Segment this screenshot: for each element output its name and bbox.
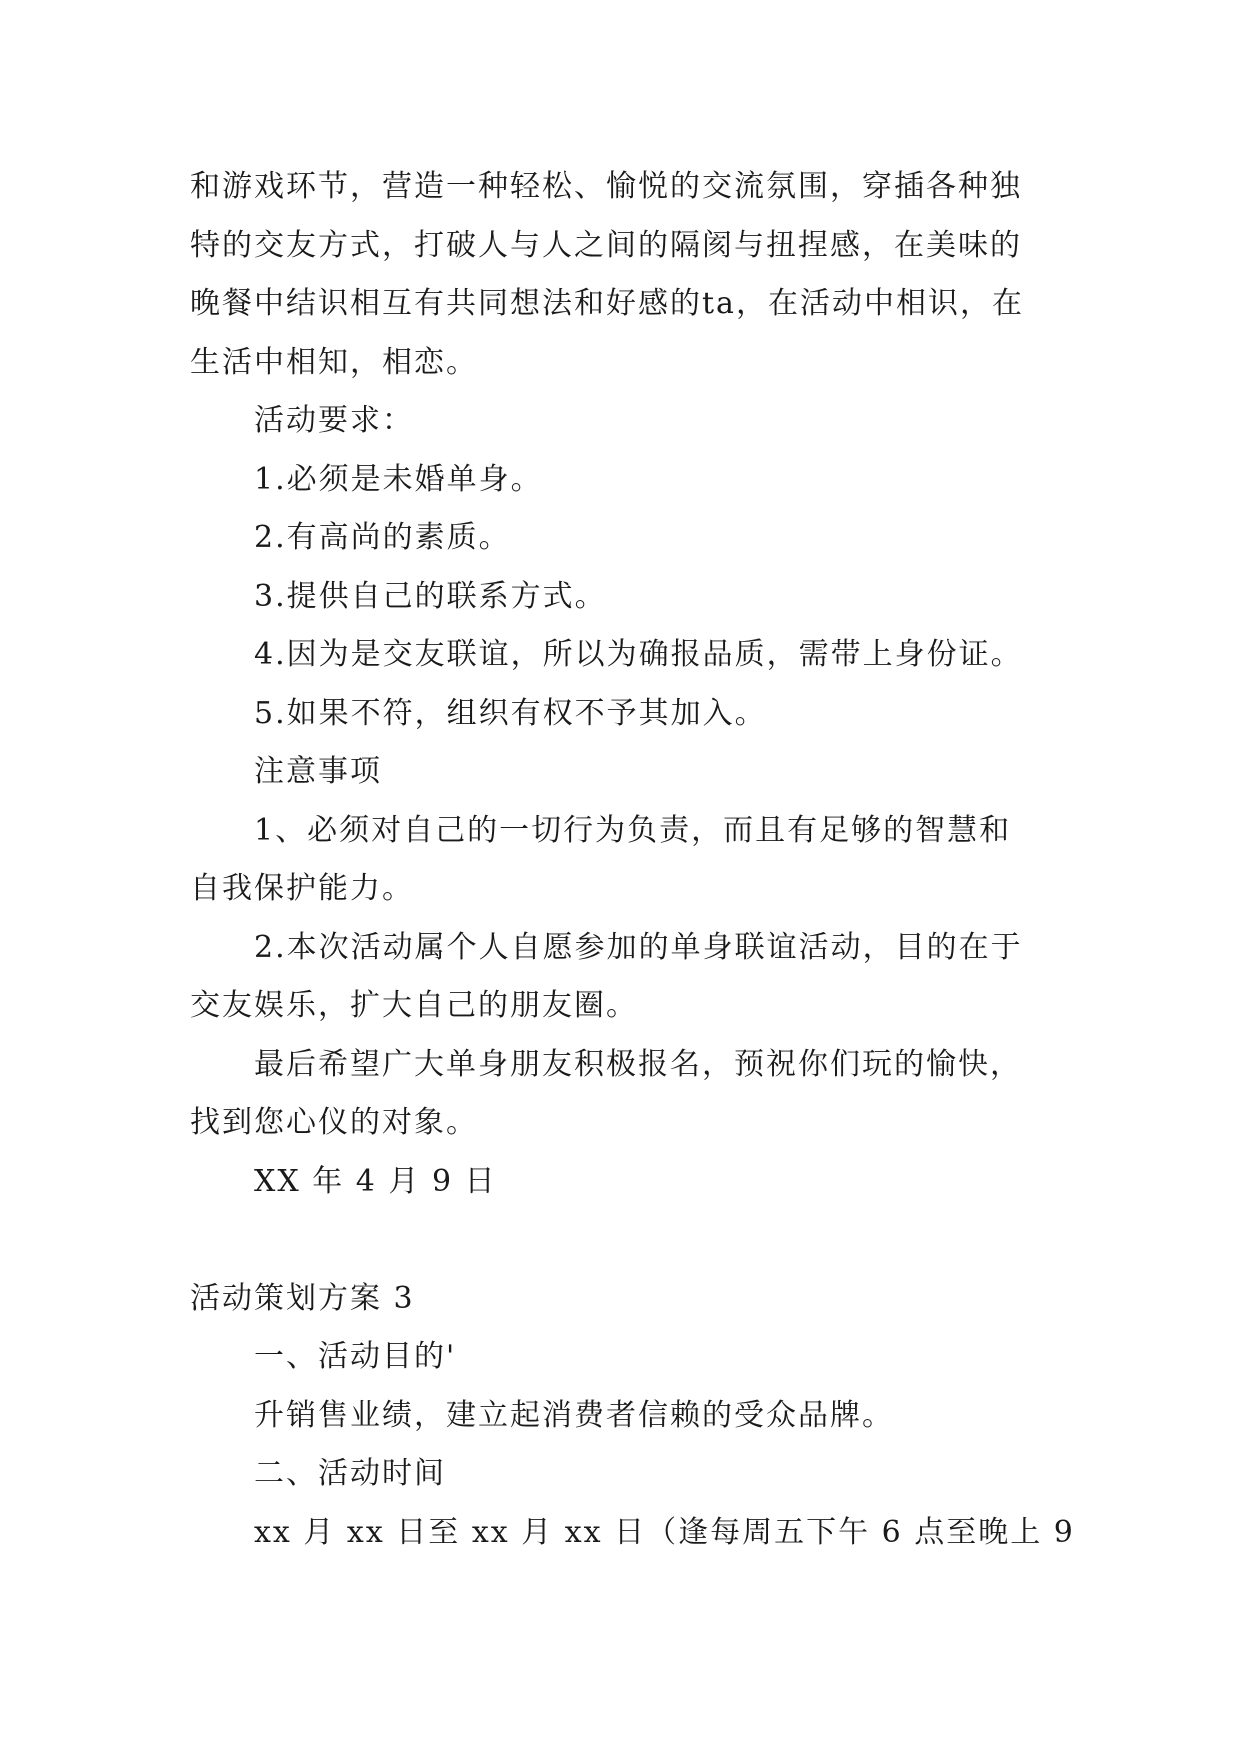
time-text: xx 月 xx 日至 xx 月 xx 日（逢每周五下午 6 点至晚上 9	[254, 1514, 1075, 1550]
intro-line: 和游戏环节，营造一种轻松、愉悦的交流氛围，穿插各种独	[190, 169, 1022, 204]
intro-line: 晚餐中结识相互有共同想法和好感的ta，在活动中相识，在	[190, 286, 1024, 321]
intro-line: 特的交友方式，打破人与人之间的隔阂与扭捏感，在美味的	[190, 227, 1022, 263]
time-heading: 二、活动时间	[254, 1456, 446, 1491]
section-spacer	[190, 1211, 1070, 1270]
note-item-line: 1、必须对自己的一切行为负责，而且有足够的智慧和	[254, 812, 1012, 848]
intro-line: 生活中相知，相恋。	[190, 344, 478, 380]
requirements-heading: 活动要求：	[254, 403, 414, 438]
purpose-heading: 一、活动目的'	[254, 1339, 457, 1374]
document-date: XX 年 4 月 9 日	[254, 1163, 497, 1199]
requirement-item: 2.有高尚的素质。	[254, 520, 511, 555]
requirement-item: 5.如果不符，组织有权不予其加入。	[254, 695, 767, 731]
requirement-item: 4.因为是交友联谊，所以为确报品质，需带上身份证。	[254, 637, 1023, 672]
note-item-line: 自我保护能力。	[190, 871, 414, 906]
requirement-item: 1.必须是未婚单身。	[254, 461, 543, 497]
note-item-line: 交友娱乐，扩大自己的朋友圈。	[190, 988, 638, 1023]
document-body	[190, 158, 1075, 1562]
purpose-text: 升销售业绩，建立起消费者信赖的受众品牌。	[254, 1397, 894, 1433]
notes-heading: 注意事项	[254, 754, 382, 789]
closing-line: 找到您心仪的对象。	[190, 1105, 478, 1140]
section-title: 活动策划方案 3	[190, 1280, 415, 1316]
closing-line: 最后希望广大单身朋友积极报名，预祝你们玩的愉快，	[254, 1046, 1022, 1082]
requirement-item: 3.提供自己的联系方式。	[254, 578, 607, 614]
note-item-line: 2.本次活动属个人自愿参加的单身联谊活动，目的在于	[254, 929, 1023, 965]
